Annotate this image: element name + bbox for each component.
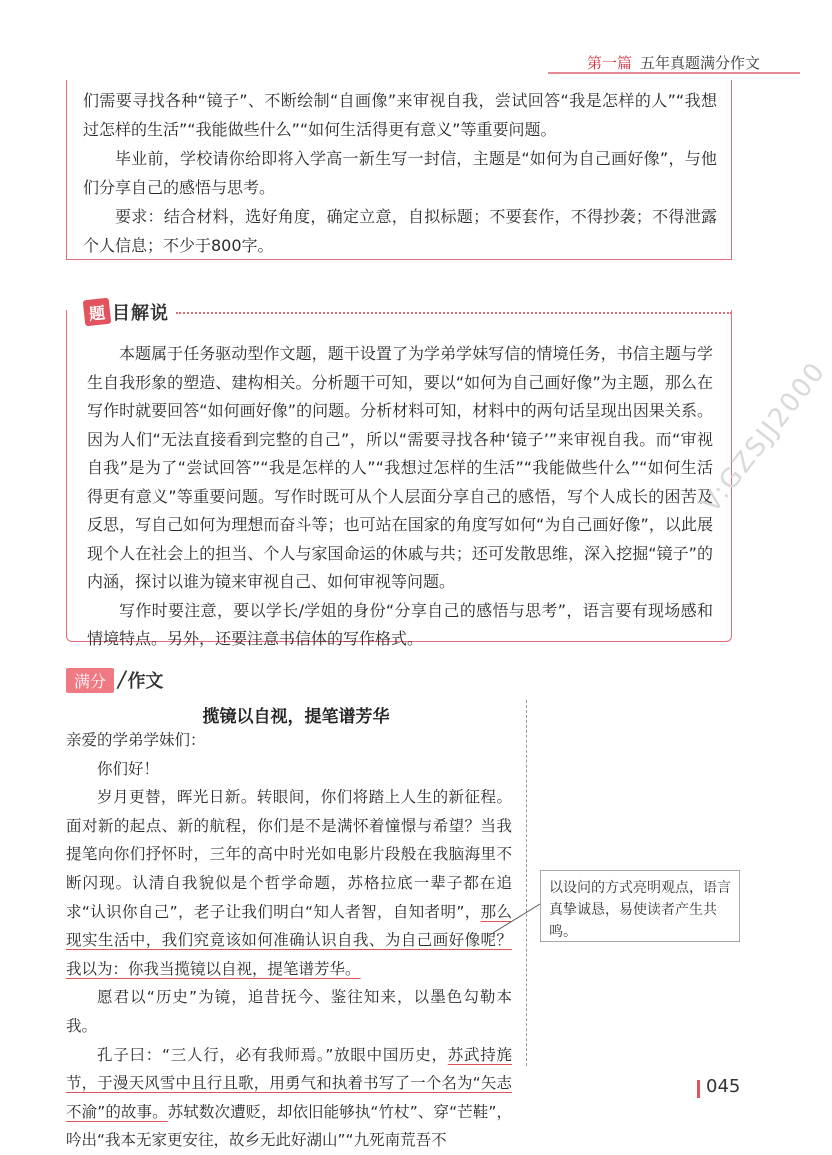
analysis-box [66,310,732,648]
essay-margin-line [526,700,527,1066]
note-pointer-line [488,902,542,938]
essay-p3-text-c: 苏轼数次遭贬，却依旧能够执“竹杖”、穿“芒鞋”，吟出“我本无家更安往，故乡无此好湖山”“九死南荒吾不 [66,1102,513,1150]
essay-paragraph-2: 愿君以“历史”为镜，追昔抚今、鉴往知来，以墨色勾勒本我。 [66,988,512,1035]
analysis-paragraph-2: 写作时要注意，要以学长/学姐的身份“分享自己的感悟与思考”，语言要有现场感和情境特点。另外，还要注意书信体的写作格式。 [87,600,713,648]
essay-title: 揽镜以自视，提笔谱芳华 [202,707,390,727]
analysis-heading [84,298,169,326]
essay-section-label: 作文 [127,671,164,692]
header-section: 第一篇 [586,54,632,72]
page-number-bar [697,1080,700,1098]
prompt-box [66,80,732,260]
essay-body [66,726,512,1155]
essay-paragraph-3 [66,1041,512,1155]
prompt-paragraph-2: 毕业前，学校请你给即将入学高一新生写一封信，主题是“如何为自己画好像”，与他们分享自己的感悟与思考。 [83,149,717,197]
analysis-badge: 题 [83,298,112,327]
essay-greeting: 你们好！ [97,759,160,778]
running-header [587,52,760,73]
analysis-heading-text: 目解说 [112,303,169,324]
essay-salutation: 亲爱的学弟学妹们： [66,731,206,749]
prompt-paragraph-1: 们需要寻找各种“镜子”、不断绘制“自画像”来审视自我，尝试回答“我是怎样的人”“我想过怎样的生活”“我能做些什么”“如何生活得更有意义”等重要问题。 [83,91,717,139]
essay-section-slash: / [118,667,126,693]
analysis-paragraph-1: 本题属于任务驱动型作文题，题干设置了为学弟学妹写信的情境任务，书信主题与学生自我形象的塑造、建构相关。分析题干可知，要以“如何为自己画好像”为主题，那么在写作时就要回答“如何画好像”的问题。分析材料可知，材料中的两句话呈现出因果关系。因为人们“无法直接看到完整的自己”，所以“需要寻找各种‘镜子’”来审视自我。而“审视自我”是为了“尝试回答”“我是怎样的人”“我想过怎样的生活”“我能做些什么”“如何生活得更有意义”等重要问题。写作时既可从个人层面分享自己的感悟，写个人成长的困苦及反思，写自己如何为理想而奋斗等；也可站在国家的角度写如何“为自己画好像”，以此展现个人在社会上的担当、个人与家国命运的休戚与共；还可发散思维，深入挖掘“镜子”的内涵，探讨以谁为镜来审视自己、如何审视等问题。 [87,344,713,591]
essay-p1-text: 岁月更替，晖光日新。转眼间，你们将踏上人生的新征程。面对新的起点、新的航程，你们是不是满怀着憧憬与希望？当我提笔向你们抒怀时，三年的高中时光如电影片段般在我脑海里不断闪现。认清自我貌似是个哲学命题，苏格拉底一辈子都在追求“认识你自己”，老子让我们明白“知人者智，自知者明”， [66,788,512,921]
essay-p3-text-a: 孔子曰：“三人行，必有我师焉。”放眼中国历史， [97,1045,448,1064]
essay-paragraph-1 [66,783,512,983]
essay-section-pill: 满分 [66,668,114,693]
margin-note-text: 以设问的方式亮明观点，语言真挚诚恳，易使读者产生共鸣。 [549,880,731,940]
essay-p1-highlight: 那么现实生活中，我们究竟该如何准确认识自我、为自己画好像呢？我以为：你我当揽镜以自视，提笔谱芳华。 [66,902,512,978]
watermark: V:GZSJJ2000 [696,356,832,519]
header-title: 五年真题满分作文 [639,54,760,72]
prompt-requirements: 要求：结合材料，选好角度，确定立意，自拟标题；不要套作，不得抄袭；不得泄露个人信息；不少于800字。 [83,207,717,255]
page-number: 045 [706,1076,741,1097]
essay-p3-highlight: 苏武持旄节，于漫天风雪中且行且歌，用勇气和执着书写了一个名为“矢志不渝”的故事。 [66,1045,512,1121]
essay-section-heading [66,668,163,692]
margin-note [540,870,740,942]
